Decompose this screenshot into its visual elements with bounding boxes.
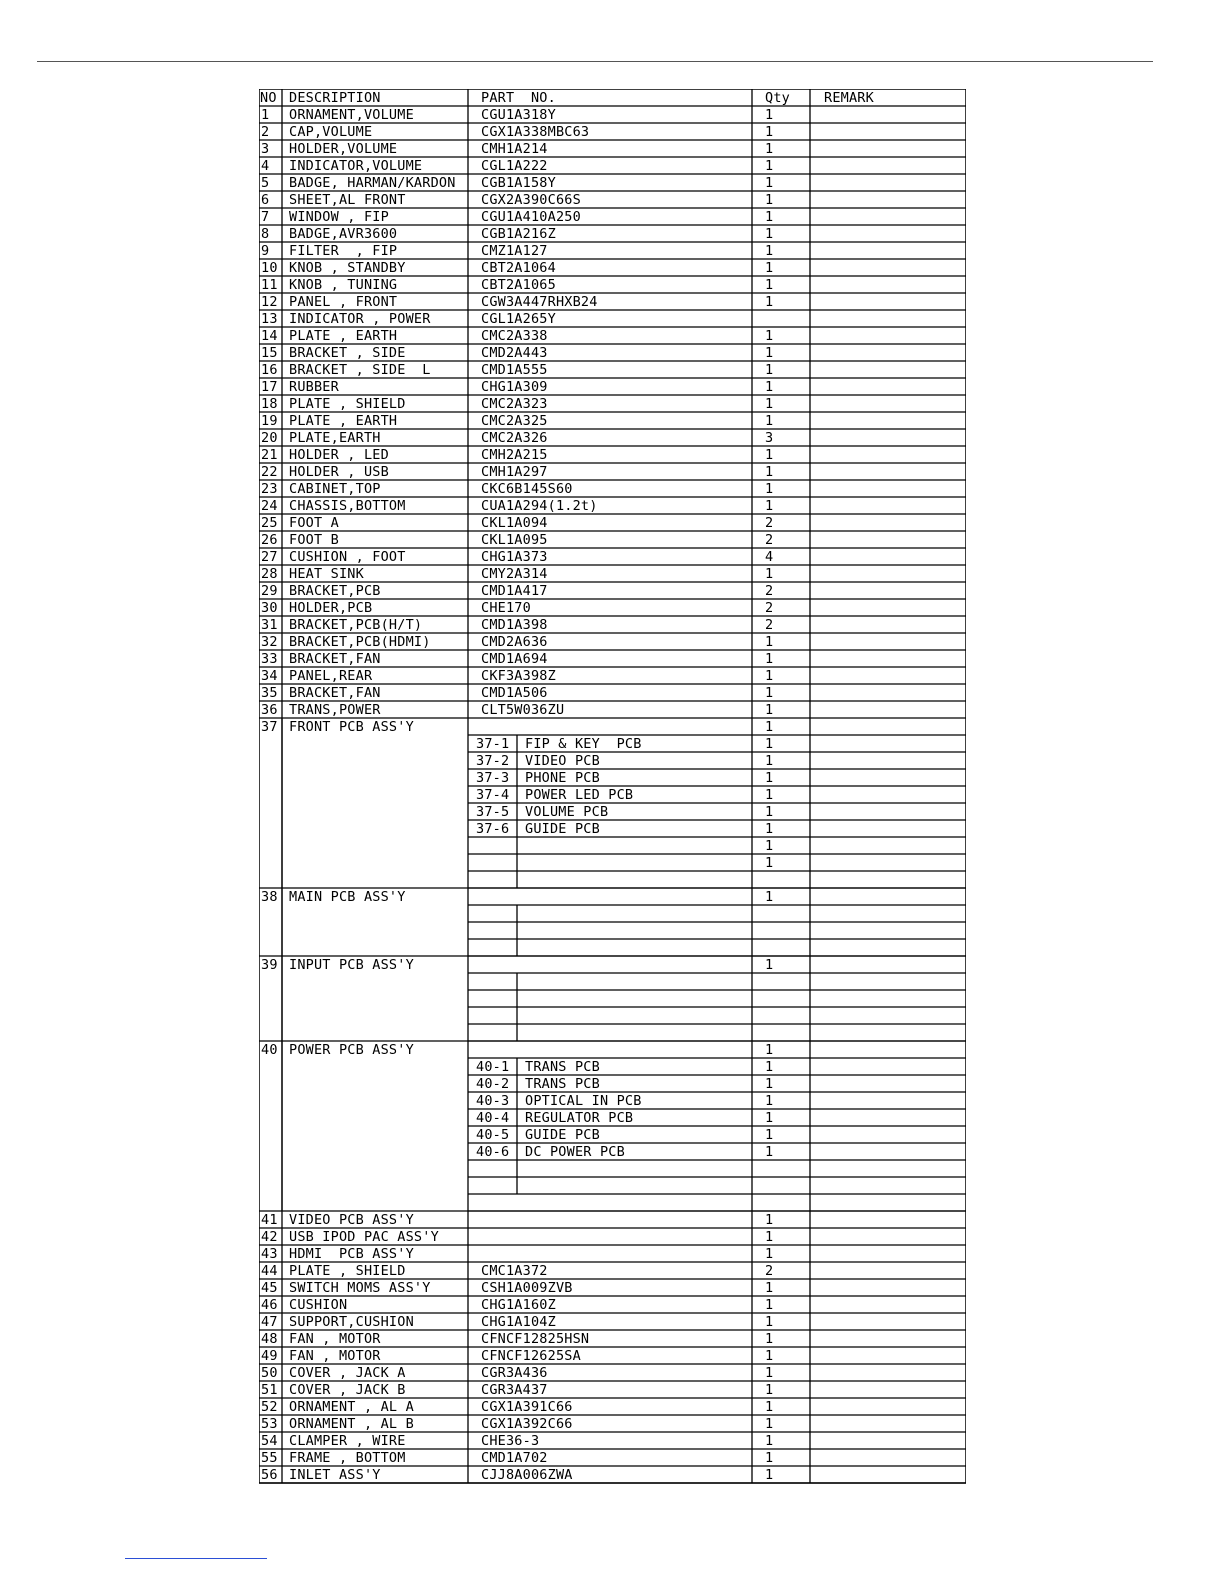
item-number: 34 [261,668,278,684]
sub-assembly-qty: 1 [765,821,774,837]
item-description: INDICATOR , POWER [289,311,431,327]
item-description: BRACKET , SIDE L [289,362,431,378]
assembly-number: 37 [261,719,278,735]
assembly-description: POWER PCB ASS'Y [289,1042,414,1058]
item-qty: 1 [765,1246,774,1262]
item-number: 55 [261,1450,278,1466]
item-qty: 1 [765,1314,774,1330]
item-part-number: CSH1A009ZVB [481,1280,573,1296]
item-part-number: CGW3A447RHXB24 [481,294,598,310]
item-description: ORNAMENT,VOLUME [289,107,414,123]
item-description: WINDOW , FIP [289,209,389,225]
item-description: CLAMPER , WIRE [289,1433,406,1449]
item-part-number: CGR3A436 [481,1365,548,1381]
item-description: CUSHION , FOOT [289,549,406,565]
sub-assembly-name: OPTICAL IN PCB [525,1093,642,1109]
item-part-number: CMH2A215 [481,447,548,463]
item-number: 10 [261,260,278,276]
item-description: KNOB , TUNING [289,277,398,293]
assembly-description: FRONT PCB ASS'Y [289,719,414,735]
item-number: 6 [261,192,270,208]
item-qty: 2 [765,583,774,599]
item-qty: 1 [765,1450,774,1466]
item-part-number: CFNCF12825HSN [481,1331,590,1347]
sub-assembly-number: 37-6 [476,821,510,837]
item-number: 1 [261,107,270,123]
item-number: 41 [261,1212,278,1228]
item-description: HOLDER,PCB [289,600,373,616]
item-number: 19 [261,413,278,429]
item-number: 13 [261,311,278,327]
item-qty: 1 [765,1365,774,1381]
item-part-number: CGL1A222 [481,158,548,174]
sub-assembly-qty: 1 [765,753,774,769]
assembly-number: 40 [261,1042,278,1058]
item-qty: 1 [765,413,774,429]
item-number: 45 [261,1280,278,1296]
item-part-number: CGU1A318Y [481,107,556,123]
item-qty: 1 [765,685,774,701]
item-description: COVER , JACK B [289,1382,406,1398]
item-qty: 3 [765,430,774,446]
item-description: TRANS,POWER [289,702,381,718]
sub-assembly-name: DC POWER PCB [525,1144,625,1160]
item-part-number: CKL1A095 [481,532,548,548]
item-description: BRACKET,FAN [289,651,381,667]
item-qty: 1 [765,243,774,259]
sub-assembly-name: TRANS PCB [525,1059,600,1075]
item-qty: 1 [765,1212,774,1228]
item-part-number: CMC2A325 [481,413,548,429]
assembly-number: 39 [261,957,278,973]
item-number: 15 [261,345,278,361]
item-number: 9 [261,243,270,259]
sub-assembly-qty: 1 [765,1076,774,1092]
item-part-number: CMH1A297 [481,464,548,480]
item-part-number: CGX1A338MBC63 [481,124,590,140]
sub-assembly-number: 37-1 [476,736,510,752]
item-description: PLATE , SHIELD [289,396,406,412]
item-qty: 2 [765,617,774,633]
item-number: 48 [261,1331,278,1347]
item-description: BRACKET , SIDE [289,345,406,361]
column-header-description: DESCRIPTION [289,90,381,106]
item-description: PANEL , FRONT [289,294,398,310]
item-qty: 1 [765,1331,774,1347]
item-description: SWITCH MOMS ASS'Y [289,1280,431,1296]
sub-assembly-number: 37-5 [476,804,510,820]
item-part-number: CKL1A094 [481,515,548,531]
sub-assembly-number: 37-2 [476,753,510,769]
sub-assembly-qty: 1 [765,787,774,803]
item-description: KNOB , STANDBY [289,260,406,276]
item-qty: 1 [765,498,774,514]
item-qty: 1 [765,345,774,361]
item-part-number: CHE36-3 [481,1433,540,1449]
item-description: PANEL,REAR [289,668,373,684]
sub-assembly-qty: 1 [765,1110,774,1126]
item-description: FAN , MOTOR [289,1331,381,1347]
item-description: PLATE , SHIELD [289,1263,406,1279]
item-number: 7 [261,209,270,225]
sub-assembly-number: 40-6 [476,1144,510,1160]
item-qty: 1 [765,1348,774,1364]
item-number: 11 [261,277,278,293]
item-qty: 2 [765,600,774,616]
item-part-number: CHG1A309 [481,379,548,395]
item-number: 17 [261,379,278,395]
item-qty: 1 [765,379,774,395]
item-number: 35 [261,685,278,701]
sub-assembly-qty: 1 [765,1127,774,1143]
parts-list-table [259,89,966,1486]
item-part-number: CMC1A372 [481,1263,548,1279]
item-number: 44 [261,1263,278,1279]
item-description: INDICATOR,VOLUME [289,158,423,174]
item-description: RUBBER [289,379,339,395]
item-qty: 2 [765,532,774,548]
sub-assembly-number: 37-4 [476,787,510,803]
item-number: 28 [261,566,278,582]
item-part-number: CGU1A410A250 [481,209,581,225]
column-header-qty: Qty [765,90,790,106]
item-qty: 1 [765,447,774,463]
item-qty: 1 [765,668,774,684]
assembly-description: INPUT PCB ASS'Y [289,957,414,973]
item-number: 56 [261,1467,278,1483]
item-number: 20 [261,430,278,446]
item-description: CUSHION [289,1297,348,1313]
item-part-number: CMD1A506 [481,685,548,701]
item-qty: 1 [765,1467,774,1483]
item-description: FOOT B [289,532,339,548]
item-qty: 1 [765,1229,774,1245]
item-description: USB IPOD PAC ASS'Y [289,1229,439,1245]
item-description: VIDEO PCB ASS'Y [289,1212,414,1228]
item-description: COVER , JACK A [289,1365,406,1381]
item-part-number: CMD1A694 [481,651,548,667]
item-number: 16 [261,362,278,378]
item-qty: 1 [765,124,774,140]
item-part-number: CGX1A391C66 [481,1399,573,1415]
item-part-number: CHG1A104Z [481,1314,556,1330]
sub-assembly-name: GUIDE PCB [525,821,600,837]
item-qty: 1 [765,192,774,208]
item-number: 22 [261,464,278,480]
item-number: 36 [261,702,278,718]
sub-assembly-qty: 1 [765,1093,774,1109]
item-qty: 1 [765,175,774,191]
item-part-number: CKC6B145S60 [481,481,573,497]
item-part-number: CHE170 [481,600,531,616]
sub-assembly-number: 40-1 [476,1059,510,1075]
sub-assembly-qty: 1 [765,1059,774,1075]
item-description: PLATE,EARTH [289,430,381,446]
item-description: FRAME , BOTTOM [289,1450,406,1466]
item-part-number: CBT2A1064 [481,260,556,276]
item-part-number: CMC2A338 [481,328,548,344]
item-number: 54 [261,1433,278,1449]
header-rule [37,61,1153,62]
sub-assembly-name: TRANS PCB [525,1076,600,1092]
item-qty: 1 [765,651,774,667]
item-qty: 1 [765,107,774,123]
item-part-number: CJJ8A006ZWA [481,1467,573,1483]
sub-assembly-name: PHONE PCB [525,770,600,786]
item-number: 26 [261,532,278,548]
item-qty: 1 [765,362,774,378]
item-description: BRACKET,PCB [289,583,381,599]
item-description: FAN , MOTOR [289,1348,381,1364]
item-qty: 1 [765,277,774,293]
item-qty: 1 [765,566,774,582]
assembly-number: 38 [261,889,278,905]
item-description: SHEET,AL FRONT [289,192,406,208]
item-number: 52 [261,1399,278,1415]
item-number: 51 [261,1382,278,1398]
item-qty: 1 [765,1280,774,1296]
item-qty: 2 [765,1263,774,1279]
sub-assembly-number: 40-5 [476,1127,510,1143]
item-number: 21 [261,447,278,463]
item-qty: 1 [765,1416,774,1432]
item-number: 2 [261,124,270,140]
item-part-number: CMC2A326 [481,430,548,446]
column-header-no: NO [260,90,277,106]
assembly-qty: 1 [765,889,774,905]
item-number: 14 [261,328,278,344]
item-part-number: CMD1A702 [481,1450,548,1466]
sub-assembly-number: 40-4 [476,1110,510,1126]
item-number: 24 [261,498,278,514]
item-part-number: CMH1A214 [481,141,548,157]
item-qty: 2 [765,515,774,531]
item-description: HOLDER , LED [289,447,389,463]
assembly-qty: 1 [765,1042,774,1058]
item-description: HDMI PCB ASS'Y [289,1246,414,1262]
item-qty: 1 [765,702,774,718]
item-number: 27 [261,549,278,565]
item-part-number: CGX1A392C66 [481,1416,573,1432]
column-header-remark: REMARK [824,90,874,106]
item-qty: 1 [765,209,774,225]
item-number: 29 [261,583,278,599]
item-description: FOOT A [289,515,339,531]
item-number: 49 [261,1348,278,1364]
sub-assembly-qty: 1 [765,770,774,786]
item-qty: 1 [765,1399,774,1415]
item-part-number: CMD2A636 [481,634,548,650]
item-part-number: CKF3A398Z [481,668,556,684]
sub-assembly-name: VOLUME PCB [525,804,609,820]
item-qty: 4 [765,549,774,565]
item-description: CHASSIS,BOTTOM [289,498,406,514]
item-qty: 1 [765,464,774,480]
item-description: BRACKET,FAN [289,685,381,701]
item-qty: 1 [765,396,774,412]
item-qty: 1 [765,1297,774,1313]
item-part-number: CMD1A398 [481,617,548,633]
item-description: PLATE , EARTH [289,328,398,344]
item-description: HOLDER,VOLUME [289,141,398,157]
item-part-number: CMD1A555 [481,362,548,378]
sub-assembly-number: 40-3 [476,1093,510,1109]
item-qty: 1 [765,328,774,344]
item-description: BADGE,AVR3600 [289,226,398,242]
footer-link-underline [125,1558,267,1559]
item-number: 3 [261,141,270,157]
item-part-number: CLT5W036ZU [481,702,565,718]
item-part-number: CMD2A443 [481,345,548,361]
item-part-number: CGB1A158Y [481,175,556,191]
item-number: 25 [261,515,278,531]
item-part-number: CGL1A265Y [481,311,556,327]
item-description: FILTER , FIP [289,243,398,259]
item-qty: 1 [765,1382,774,1398]
sub-assembly-qty: 1 [765,838,774,854]
item-description: ORNAMENT , AL A [289,1399,414,1415]
sub-assembly-name: GUIDE PCB [525,1127,600,1143]
item-qty: 1 [765,260,774,276]
sub-assembly-name: VIDEO PCB [525,753,600,769]
item-number: 46 [261,1297,278,1313]
item-part-number: CHG1A373 [481,549,548,565]
sub-assembly-qty: 1 [765,736,774,752]
item-description: PLATE , EARTH [289,413,398,429]
item-qty: 1 [765,141,774,157]
item-part-number: CGB1A216Z [481,226,556,242]
item-qty: 1 [765,1433,774,1449]
item-part-number: CGR3A437 [481,1382,548,1398]
sub-assembly-qty: 1 [765,1144,774,1160]
item-number: 23 [261,481,278,497]
item-number: 12 [261,294,278,310]
item-number: 53 [261,1416,278,1432]
item-part-number: CHG1A160Z [481,1297,556,1313]
item-part-number: CBT2A1065 [481,277,556,293]
item-part-number: CFNCF12625SA [481,1348,581,1364]
item-description: HOLDER , USB [289,464,389,480]
item-description: BADGE, HARMAN/KARDON [289,175,456,191]
item-description: CABINET,TOP [289,481,381,497]
item-part-number: CMD1A417 [481,583,548,599]
item-qty: 1 [765,481,774,497]
item-description: BRACKET,PCB(HDMI) [289,634,431,650]
item-number: 42 [261,1229,278,1245]
item-qty: 1 [765,294,774,310]
assembly-qty: 1 [765,957,774,973]
item-part-number: CGX2A390C66S [481,192,581,208]
item-number: 5 [261,175,270,191]
sub-assembly-qty: 1 [765,855,774,871]
item-number: 18 [261,396,278,412]
item-number: 30 [261,600,278,616]
item-description: INLET ASS'Y [289,1467,381,1483]
item-number: 33 [261,651,278,667]
sub-assembly-number: 40-2 [476,1076,510,1092]
item-number: 8 [261,226,270,242]
sub-assembly-qty: 1 [765,804,774,820]
assembly-description: MAIN PCB ASS'Y [289,889,406,905]
item-part-number: CMY2A314 [481,566,548,582]
item-description: CAP,VOLUME [289,124,373,140]
item-number: 47 [261,1314,278,1330]
item-number: 31 [261,617,278,633]
item-part-number: CMC2A323 [481,396,548,412]
item-part-number: CMZ1A127 [481,243,548,259]
item-number: 4 [261,158,270,174]
column-header-part-no: PART NO. [481,90,556,106]
item-description: ORNAMENT , AL B [289,1416,414,1432]
assembly-qty: 1 [765,719,774,735]
item-qty: 1 [765,158,774,174]
item-part-number: CUA1A294(1.2t) [481,498,598,514]
item-qty: 1 [765,634,774,650]
item-description: BRACKET,PCB(H/T) [289,617,423,633]
sub-assembly-name: REGULATOR PCB [525,1110,634,1126]
item-number: 43 [261,1246,278,1262]
sub-assembly-number: 37-3 [476,770,510,786]
item-qty: 1 [765,226,774,242]
sub-assembly-name: POWER LED PCB [525,787,634,803]
item-number: 50 [261,1365,278,1381]
item-number: 32 [261,634,278,650]
item-description: SUPPORT,CUSHION [289,1314,414,1330]
sub-assembly-name: FIP & KEY PCB [525,736,642,752]
item-description: HEAT SINK [289,566,364,582]
